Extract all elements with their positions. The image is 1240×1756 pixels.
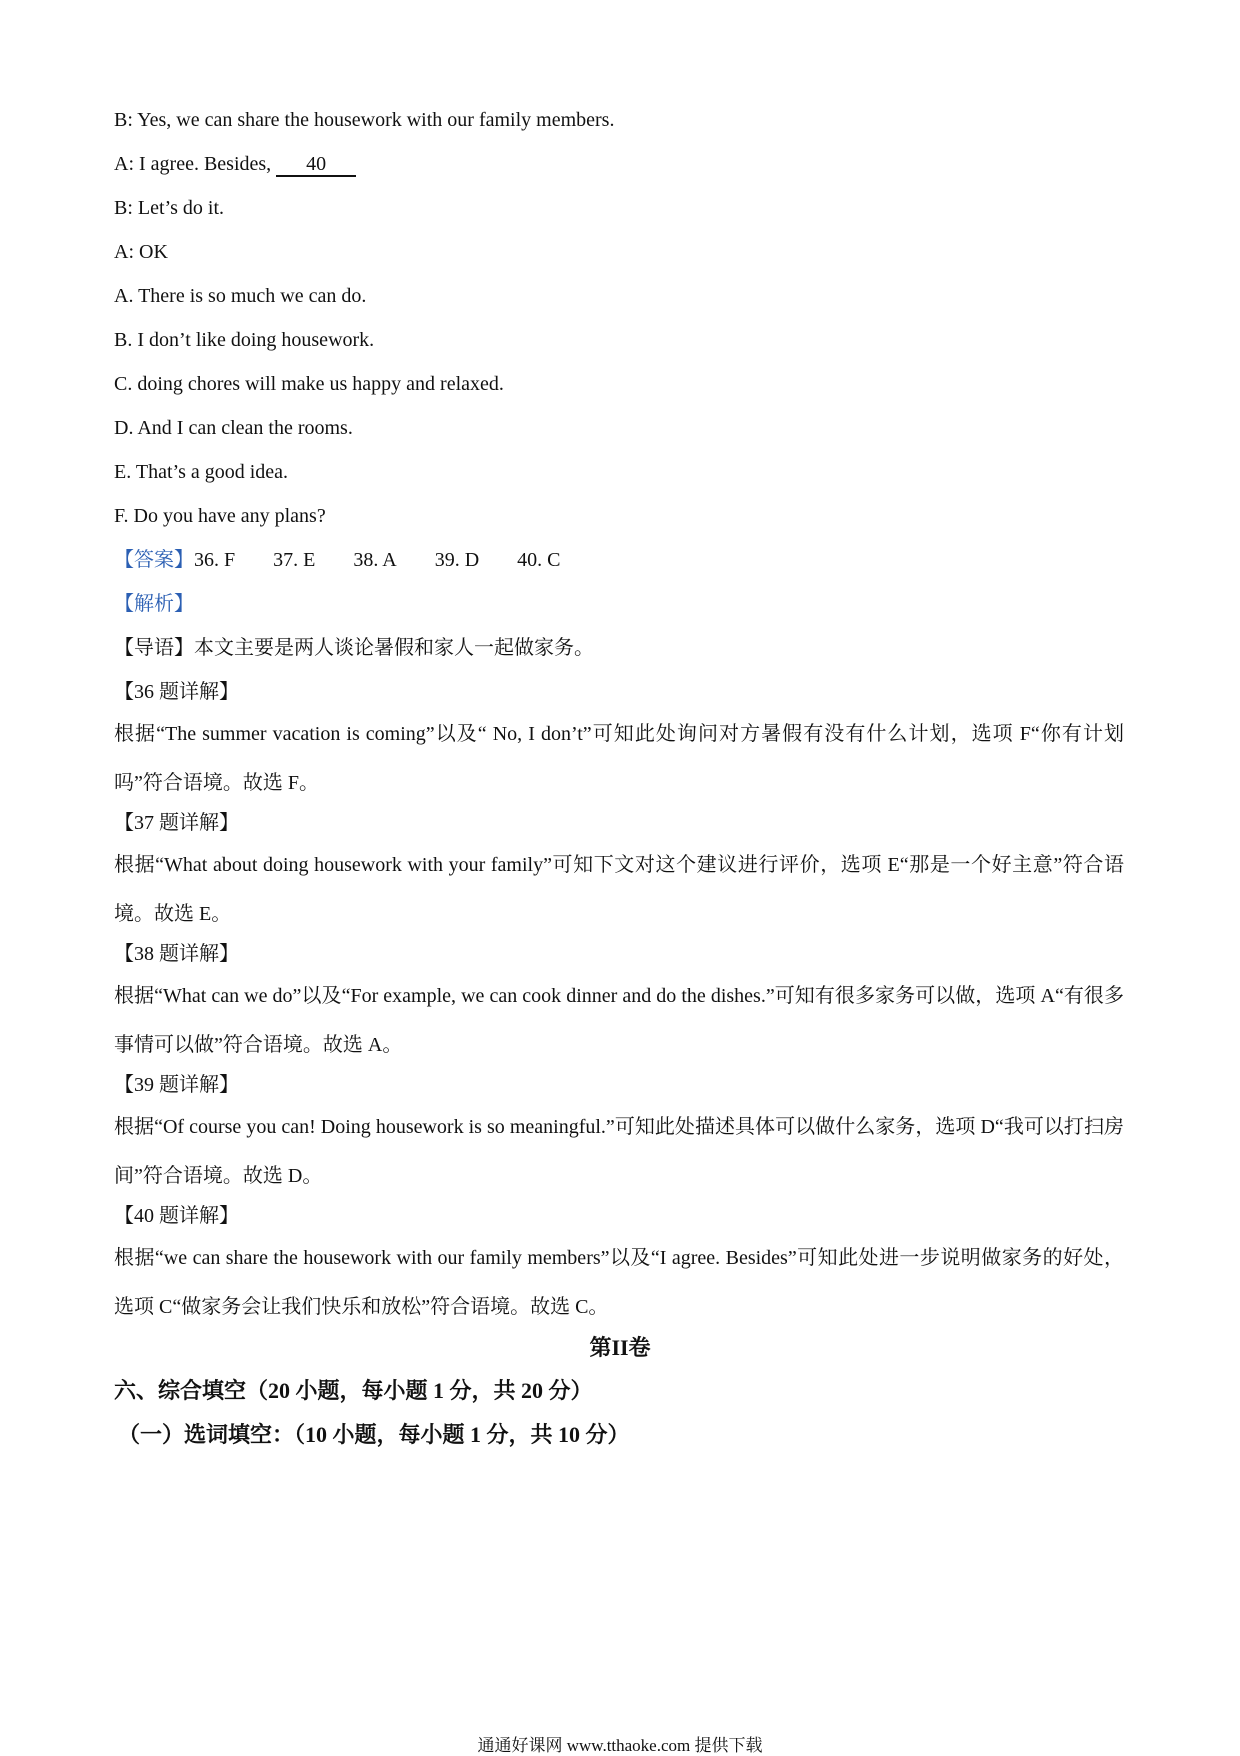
detail-text-36: 根据“The summer vacation is coming”以及“ No, I don’t”可知此处询问对方暑假有没有什么计划，选项 F“你有计划吗”符合语境。故选 F。 xyxy=(114,723,1124,794)
dialogue-line-a1 xyxy=(114,151,1122,177)
analysis-label: 【解析】 xyxy=(114,593,194,615)
page-footer: 通通好课网 www.tthaoke.com 提供下载 xyxy=(477,1736,763,1755)
section-heading-6: 六、综合填空（20 小题，每小题 1 分，共 20 分） xyxy=(114,1378,593,1403)
answer-label: 【答案】 xyxy=(114,549,194,571)
section-heading-6-1: （一）选词填空：（10 小题，每小题 1 分，共 10 分） xyxy=(118,1422,630,1447)
dialogue-line-a2: A: OK xyxy=(114,241,168,263)
detail-heading-36: 【36 题详解】 xyxy=(114,681,239,703)
detail-heading-40: 【40 题详解】 xyxy=(114,1205,239,1227)
volume-title: 第II卷 xyxy=(589,1335,651,1360)
answer-item: 37. E xyxy=(273,549,316,571)
detail-heading-39: 【39 题详解】 xyxy=(114,1074,239,1096)
option-c: C. doing chores will make us happy and relaxed. xyxy=(114,373,504,395)
detail-text-40: 根据“we can share the housework with our family members”以及“I agree. Besides”可知此处进一步说明做家务的好处，选项 C“做家务会让我们快乐和放松”符合语境。故选 C。 xyxy=(114,1247,1124,1318)
answer-item: 36. F xyxy=(194,549,236,571)
answer-item: 38. A xyxy=(353,549,397,571)
option-e: E. That’s a good idea. xyxy=(114,461,289,483)
detail-heading-38: 【38 题详解】 xyxy=(114,943,239,965)
option-b: B. I don’t like doing housework. xyxy=(114,329,375,351)
dialogue-line-b2: B: Let’s do it. xyxy=(114,197,224,219)
detail-text-38: 根据“What can we do”以及“For example, we can cook dinner and do the dishes.”可知有很多家务可以做，选项 A“有很多事情可以做”符合语境。故选 A。 xyxy=(114,985,1124,1056)
dialogue-line-a1-text: A: I agree. Besides, xyxy=(114,153,277,175)
option-d: D. And I can clean the rooms. xyxy=(114,417,353,439)
answer-item: 40. C xyxy=(517,549,561,571)
option-a: A. There is so much we can do. xyxy=(114,285,367,307)
detail-text-39: 根据“Of course you can! Doing housework is so meaningful.”可知此处描述具体可以做什么家务，选项 D“我可以打扫房间”符合语境。故选 D。 xyxy=(114,1116,1124,1187)
detail-heading-37: 【37 题详解】 xyxy=(114,812,239,834)
option-f: F. Do you have any plans? xyxy=(114,505,326,527)
answer-key xyxy=(114,547,1122,573)
answer-blank-40: 40 xyxy=(276,153,356,177)
answer-item: 39. D xyxy=(434,549,480,571)
detail-text-37: 根据“What about doing housework with your family”可知下文对这个建议进行评价，选项 E“那是一个好主意”符合语境。故选 E。 xyxy=(114,854,1124,925)
guide-text: 【导语】本文主要是两人谈论暑假和家人一起做家务。 xyxy=(114,637,594,659)
dialogue-line-b1: B: Yes, we can share the housework with our family members. xyxy=(114,109,615,131)
